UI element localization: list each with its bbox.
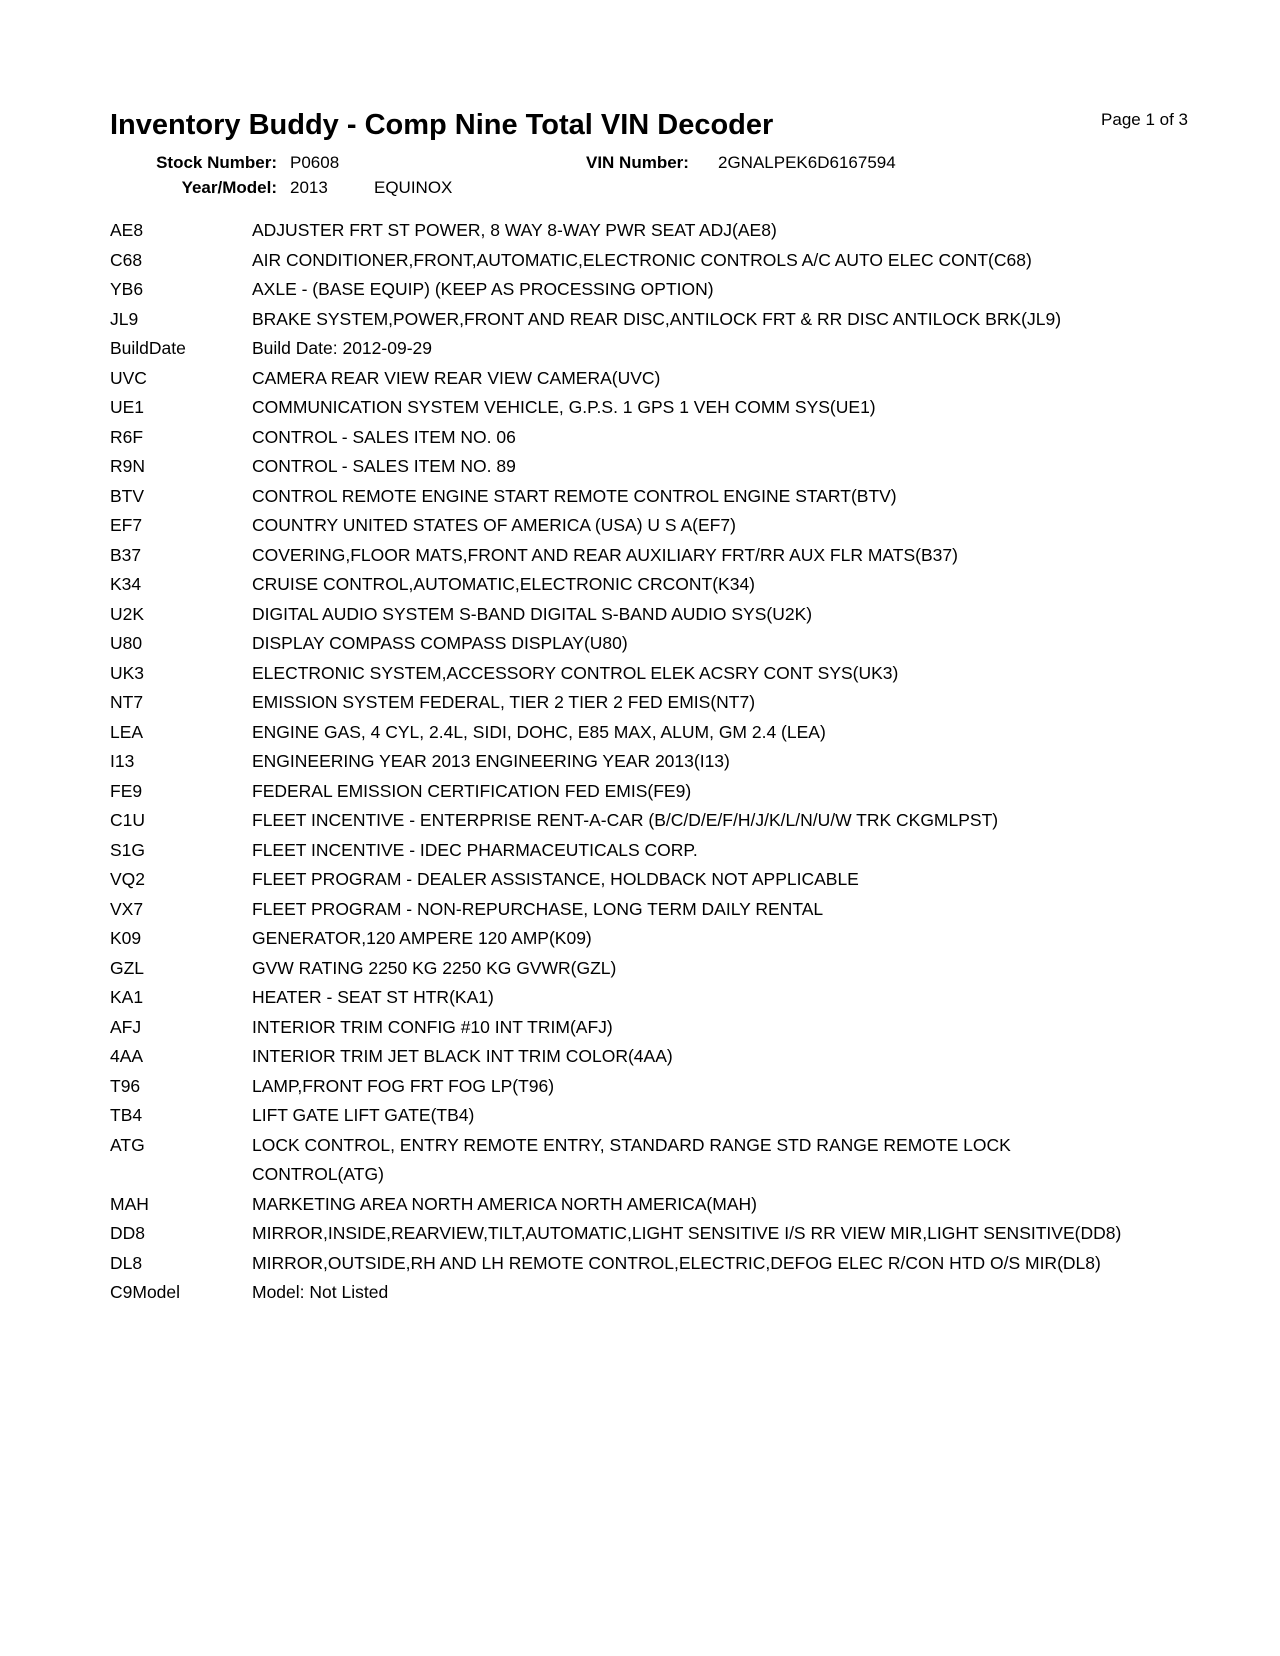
option-row	[110, 1131, 1280, 1190]
option-code: K09	[110, 928, 142, 948]
option-code: U80	[110, 633, 143, 653]
option-row	[110, 1219, 1280, 1249]
option-code: NT7	[110, 692, 144, 712]
option-code: K34	[110, 574, 142, 594]
option-row	[110, 629, 1280, 659]
option-row	[110, 806, 1280, 836]
option-row	[110, 924, 1280, 954]
option-description: COVERING,FLOOR MATS,FRONT AND REAR AUXILIARY FRT/RR AUX FLR MATS(B37)	[252, 544, 958, 565]
option-code: TB4	[110, 1105, 143, 1125]
option-code: C68	[110, 249, 143, 270]
option-row	[110, 659, 1280, 689]
option-code: 4AA	[110, 1046, 144, 1066]
year-model-row	[110, 175, 1280, 200]
option-row	[110, 600, 1280, 630]
option-row	[110, 1190, 1280, 1220]
option-description: FEDERAL EMISSION CERTIFICATION FED EMIS(FE9)	[252, 780, 692, 801]
option-code: U2K	[110, 603, 145, 624]
option-description: FLEET INCENTIVE - IDEC PHARMACEUTICALS CORP.	[252, 839, 698, 860]
option-code: T96	[110, 1075, 141, 1096]
option-row	[110, 452, 1280, 482]
vehicle-meta	[110, 150, 1280, 200]
option-description: CRUISE CONTROL,AUTOMATIC,ELECTRONIC CRCONT(K34)	[252, 574, 756, 594]
option-description: DIGITAL AUDIO SYSTEM S-BAND DIGITAL S-BAND AUDIO SYS(U2K)	[252, 603, 813, 624]
option-description: HEATER - SEAT ST HTR(KA1)	[252, 987, 494, 1007]
option-row	[110, 1072, 1280, 1102]
option-row	[110, 570, 1280, 600]
option-description: COMMUNICATION SYSTEM VEHICLE, G.P.S. 1 GPS 1 VEH COMM SYS(UE1)	[252, 397, 876, 417]
option-code: S1G	[110, 839, 146, 860]
option-description: GVW RATING 2250 KG 2250 KG GVWR(GZL)	[252, 957, 617, 978]
model-value: EQUINOX	[374, 178, 453, 197]
stock-number-label: Stock Number:	[156, 153, 277, 172]
option-description: LAMP,FRONT FOG FRT FOG LP(T96)	[252, 1075, 555, 1096]
option-description: GENERATOR,120 AMPERE 120 AMP(K09)	[252, 928, 592, 948]
option-row	[110, 364, 1280, 394]
option-row	[110, 423, 1280, 453]
option-description: MARKETING AREA NORTH AMERICA NORTH AMERICA(MAH)	[252, 1193, 757, 1214]
option-code: GZL	[110, 957, 145, 978]
stock-vin-row	[110, 150, 1280, 175]
option-row	[110, 393, 1280, 423]
year-model-label: Year/Model:	[181, 178, 277, 197]
option-description: MIRROR,INSIDE,REARVIEW,TILT,AUTOMATIC,LIGHT SENSITIVE I/S RR VIEW MIR,LIGHT SENSITIVE(DD8)	[252, 1223, 1122, 1243]
option-code: BTV	[110, 485, 145, 506]
option-code: BuildDate	[110, 338, 186, 358]
option-description: COUNTRY UNITED STATES OF AMERICA (USA) U S A(EF7)	[252, 515, 736, 535]
option-row	[110, 1101, 1280, 1131]
option-row	[110, 275, 1280, 305]
option-description: DISPLAY COMPASS COMPASS DISPLAY(U80)	[252, 633, 628, 653]
option-code: YB6	[110, 279, 144, 299]
option-code: KA1	[110, 987, 144, 1007]
option-row	[110, 1249, 1280, 1279]
option-row	[110, 1278, 1280, 1308]
page-number-indicator: Page 1 of 3	[1101, 110, 1188, 129]
option-row	[110, 688, 1280, 718]
option-code: I13	[110, 751, 135, 771]
option-code: JL9	[110, 308, 139, 329]
option-description: BRAKE SYSTEM,POWER,FRONT AND REAR DISC,ANTILOCK FRT & RR DISC ANTILOCK BRK(JL9)	[252, 308, 1062, 329]
option-code: EF7	[110, 515, 143, 535]
option-code: AE8	[110, 220, 144, 240]
option-description: AIR CONDITIONER,FRONT,AUTOMATIC,ELECTRONIC CONTROLS A/C AUTO ELEC CONT(C68)	[252, 249, 1032, 270]
option-description: CONTROL - SALES ITEM NO. 89	[252, 456, 516, 476]
option-description: AXLE - (BASE EQUIP) (KEEP AS PROCESSING OPTION)	[252, 279, 714, 299]
option-description: Build Date: 2012-09-29	[252, 338, 432, 358]
option-code: UVC	[110, 367, 147, 388]
option-row	[110, 777, 1280, 807]
option-code: R6F	[110, 426, 144, 447]
option-row	[110, 954, 1280, 984]
option-description: Model: Not Listed	[252, 1282, 389, 1302]
option-description: CONTROL REMOTE ENGINE START REMOTE CONTROL ENGINE START(BTV)	[252, 485, 897, 506]
option-code: DD8	[110, 1223, 146, 1243]
option-description: INTERIOR TRIM JET BLACK INT TRIM COLOR(4AA)	[252, 1046, 673, 1066]
option-code: LEA	[110, 721, 144, 742]
option-row	[110, 334, 1280, 364]
option-row	[110, 1013, 1280, 1043]
option-description: CONTROL - SALES ITEM NO. 06	[252, 426, 516, 447]
option-description: FLEET INCENTIVE - ENTERPRISE RENT-A-CAR (B/C/D/E/F/H/J/K/L/N/U/W TRK CKGMLPST)	[252, 810, 999, 830]
option-row	[110, 511, 1280, 541]
option-code: ATG	[110, 1134, 145, 1155]
option-description: ENGINE GAS, 4 CYL, 2.4L, SIDI, DOHC, E85 MAX, ALUM, GM 2.4 (LEA)	[252, 721, 826, 742]
option-description: FLEET PROGRAM - DEALER ASSISTANCE, HOLDBACK NOT APPLICABLE	[252, 869, 859, 889]
stock-number-value: P0608	[290, 153, 340, 172]
page-title: Inventory Buddy - Comp Nine Total VIN Decoder	[110, 109, 774, 141]
vin-number-label: VIN Number:	[586, 153, 689, 172]
option-description: ENGINEERING YEAR 2013 ENGINEERING YEAR 2013(I13)	[252, 751, 730, 771]
option-code: R9N	[110, 456, 146, 476]
option-description: LIFT GATE LIFT GATE(TB4)	[252, 1105, 475, 1125]
option-row	[110, 246, 1280, 276]
option-row	[110, 895, 1280, 925]
option-description: ADJUSTER FRT ST POWER, 8 WAY 8-WAY PWR SEAT ADJ(AE8)	[252, 220, 777, 240]
year-value: 2013	[290, 178, 328, 197]
option-row	[110, 216, 1280, 246]
report-header	[0, 0, 1280, 144]
option-description: EMISSION SYSTEM FEDERAL, TIER 2 TIER 2 FED EMIS(NT7)	[252, 692, 756, 712]
option-description: CAMERA REAR VIEW REAR VIEW CAMERA(UVC)	[252, 367, 661, 388]
option-code: MAH	[110, 1193, 149, 1214]
option-row	[110, 718, 1280, 748]
option-row	[110, 482, 1280, 512]
option-code: C1U	[110, 810, 146, 830]
option-row	[110, 1042, 1280, 1072]
option-code: FE9	[110, 780, 143, 801]
option-code: UE1	[110, 397, 145, 417]
option-description: MIRROR,OUTSIDE,RH AND LH REMOTE CONTROL,ELECTRIC,DEFOG ELEC R/CON HTD O/S MIR(DL8)	[252, 1252, 1101, 1273]
option-description: LOCK CONTROL, ENTRY REMOTE ENTRY, STANDARD RANGE STD RANGE REMOTE LOCK CONTROL(ATG)	[252, 1134, 1011, 1184]
option-row	[110, 305, 1280, 335]
option-code: VX7	[110, 898, 144, 919]
option-row	[110, 836, 1280, 866]
year-model-values	[290, 175, 586, 200]
option-row	[110, 983, 1280, 1013]
option-row	[110, 541, 1280, 571]
option-code: C9Model	[110, 1282, 181, 1302]
option-code: AFJ	[110, 1016, 142, 1037]
option-description: FLEET PROGRAM - NON-REPURCHASE, LONG TERM DAILY RENTAL	[252, 898, 824, 919]
option-code: B37	[110, 544, 142, 565]
option-description: INTERIOR TRIM CONFIG #10 INT TRIM(AFJ)	[252, 1016, 613, 1037]
options-list	[110, 216, 1280, 1308]
option-code: UK3	[110, 662, 145, 683]
option-row	[110, 747, 1280, 777]
option-code: VQ2	[110, 869, 146, 889]
option-code: DL8	[110, 1252, 143, 1273]
vin-number-value: 2GNALPEK6D6167594	[718, 153, 896, 172]
option-row	[110, 865, 1280, 895]
option-description: ELECTRONIC SYSTEM,ACCESSORY CONTROL ELEK ACSRY CONT SYS(UK3)	[252, 662, 899, 683]
